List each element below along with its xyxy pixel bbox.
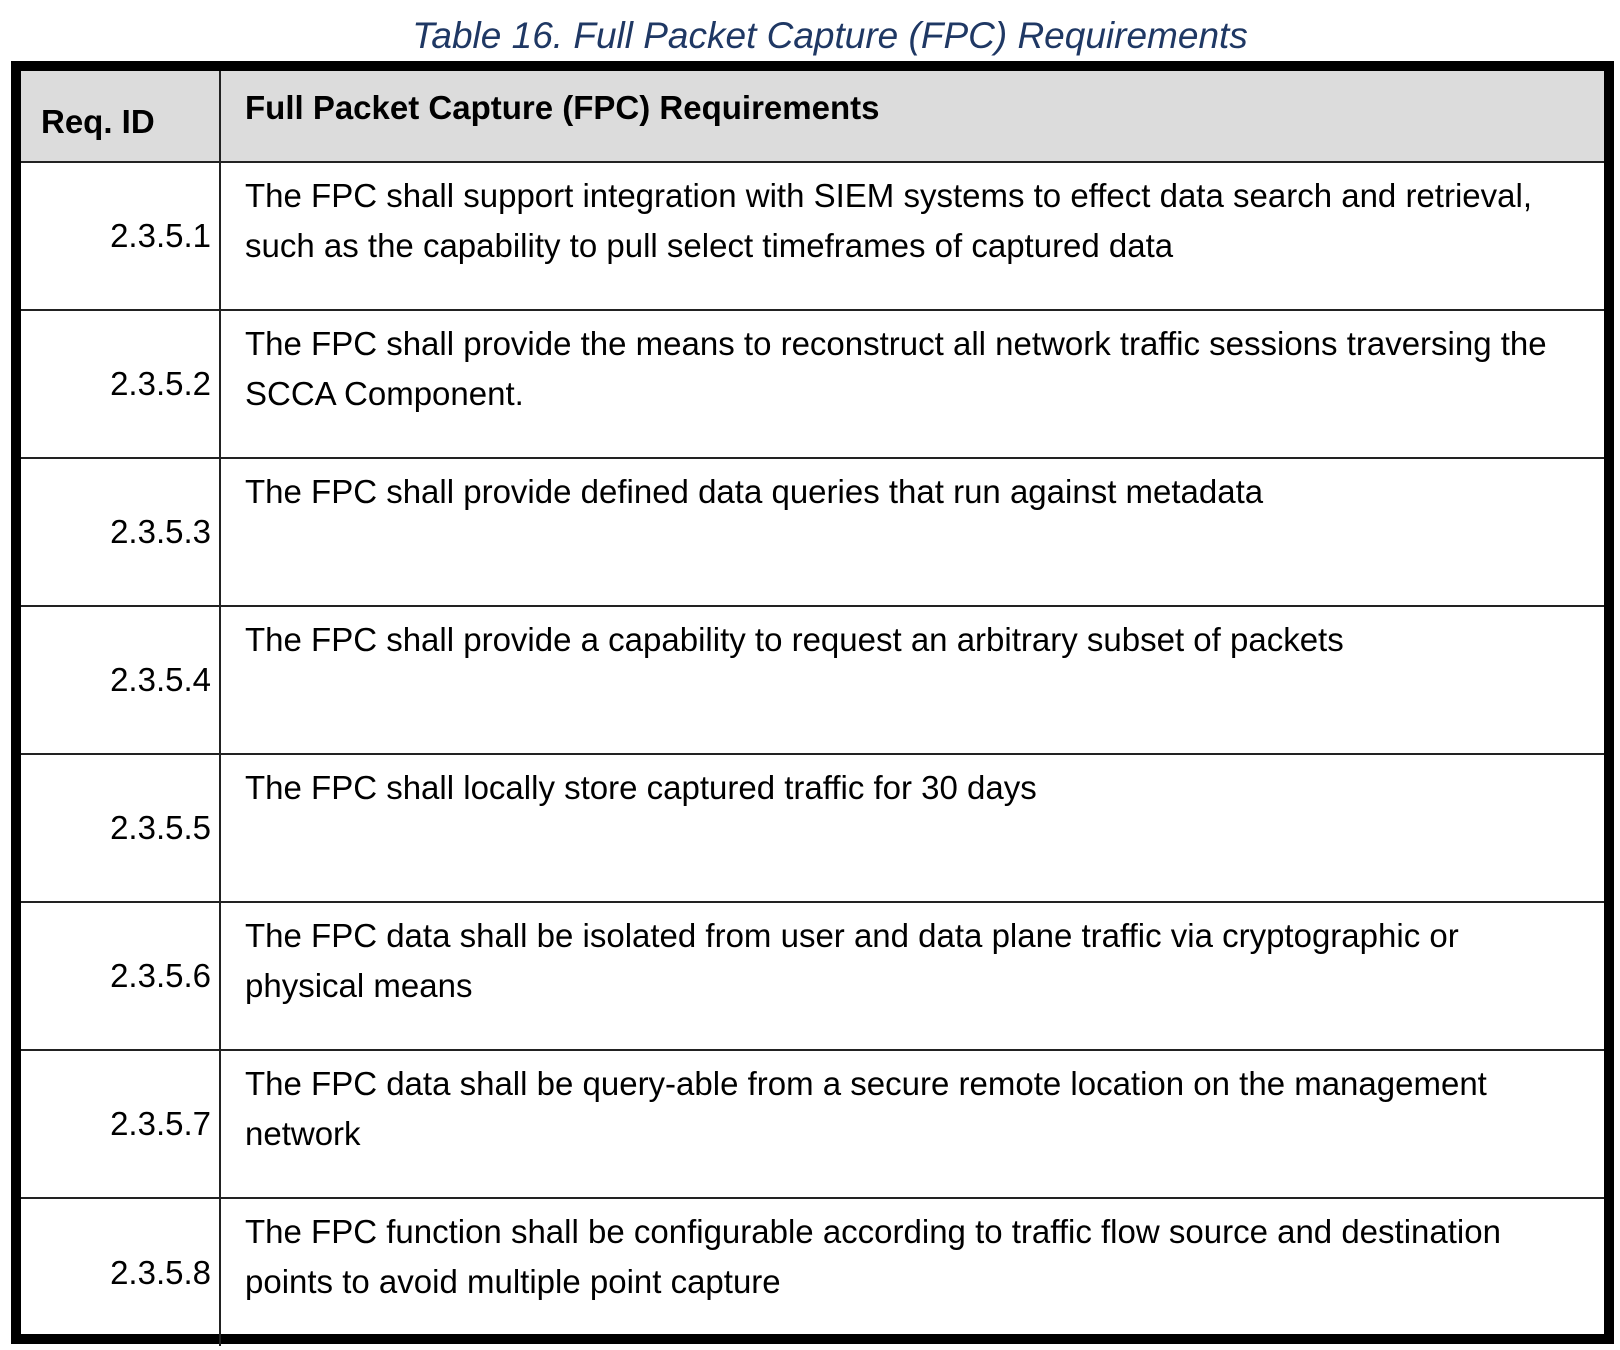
req-text-cell: The FPC data shall be isolated from user and data plane traffic via cryptographic or physical means — [220, 902, 1604, 1050]
table-row — [21, 310, 1604, 458]
requirements-table — [11, 61, 1614, 1344]
header-req-id: Req. ID — [21, 71, 220, 162]
req-id-cell: 2.3.5.1 — [21, 162, 220, 310]
req-id-cell: 2.3.5.4 — [21, 606, 220, 754]
req-text-cell: The FPC function shall be configurable according to traffic flow source and destination points to avoid multiple point capture — [220, 1198, 1604, 1346]
req-id-cell: 2.3.5.5 — [21, 754, 220, 902]
table-row — [21, 1050, 1604, 1198]
req-text-cell: The FPC shall support integration with SIEM systems to effect data search and retrieval, such as the capability to pull select timeframes of captured data — [220, 162, 1604, 310]
table-header-row — [21, 71, 1604, 162]
table-caption: Table 16. Full Packet Capture (FPC) Requirements — [412, 15, 1248, 56]
req-text-cell: The FPC data shall be query-able from a secure remote location on the management network — [220, 1050, 1604, 1198]
table-row — [21, 162, 1604, 310]
req-text-cell: The FPC shall provide defined data queries that run against metadata — [220, 458, 1604, 606]
req-id-cell: 2.3.5.6 — [21, 902, 220, 1050]
table-row — [21, 1198, 1604, 1346]
req-id-cell: 2.3.5.7 — [21, 1050, 220, 1198]
req-id-cell: 2.3.5.8 — [21, 1198, 220, 1346]
table-row — [21, 902, 1604, 1050]
req-text-cell: The FPC shall provide a capability to request an arbitrary subset of packets — [220, 606, 1604, 754]
req-id-cell: 2.3.5.3 — [21, 458, 220, 606]
table-row — [21, 458, 1604, 606]
header-requirements: Full Packet Capture (FPC) Requirements — [220, 71, 1604, 162]
req-id-cell: 2.3.5.2 — [21, 310, 220, 458]
table-row — [21, 606, 1604, 754]
table-row — [21, 754, 1604, 902]
req-text-cell: The FPC shall provide the means to reconstruct all network traffic sessions traversing the SCCA Component. — [220, 310, 1604, 458]
req-text-cell: The FPC shall locally store captured traffic for 30 days — [220, 754, 1604, 902]
